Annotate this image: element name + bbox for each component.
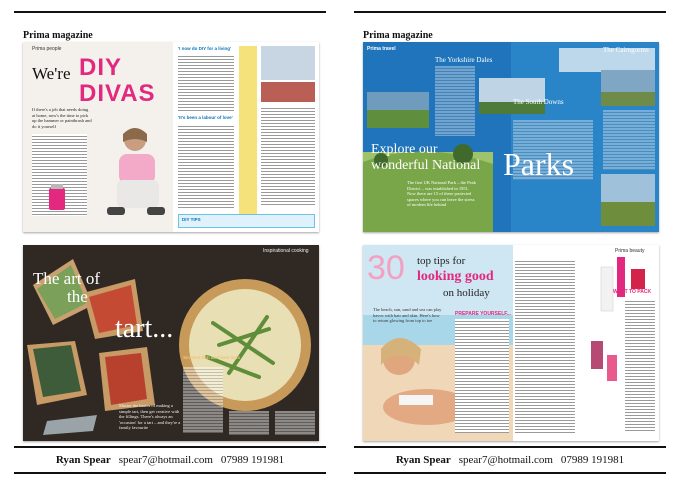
beauty-col-a — [455, 319, 509, 433]
tart-col-c — [275, 411, 315, 435]
tart-section: Inspirational cooking — [263, 248, 309, 254]
diy-col-b — [178, 124, 234, 210]
footer-rule — [354, 446, 666, 448]
beauty-headline-top: top tips for — [417, 255, 466, 267]
travel-col-a — [435, 66, 475, 136]
beauty-pack: WHAT TO PACK — [613, 289, 652, 295]
footer-rule-bottom — [354, 472, 666, 474]
beauty-headline-holiday: on holiday — [443, 287, 490, 299]
beauty-intro: The beach, sun, sand and sea can play havoc with hair and skin. Here's how to return glowing from top to toe — [373, 307, 442, 323]
top-rule — [14, 11, 326, 13]
beauty-col-c — [625, 299, 655, 433]
spread-national-parks — [363, 42, 659, 232]
travel-cairngorms: The Cairngorms — [603, 46, 649, 54]
beauty-headline-looking: looking good — [417, 269, 494, 284]
diy-section: Prima people — [32, 46, 62, 52]
diy-headline-were: We're — [32, 64, 71, 83]
travel-col-c — [603, 110, 655, 170]
tart-intro: Master the basics of making a simple tart, then get creative with the fillings. There's always an 'occasion' for a tart – and they're a family favourite — [119, 403, 181, 430]
spread-diy-divas — [23, 42, 319, 232]
diy-col-c — [261, 106, 315, 206]
tart-headline-tart: tart... — [115, 313, 174, 344]
beauty-prepare: PREPARE YOURSELF... — [455, 311, 511, 317]
footer-contact — [354, 454, 666, 466]
diy-box2-title: 'It's been a labour of love' — [178, 115, 233, 120]
spread-art-of-the-tart — [23, 245, 319, 441]
footer-rule-bottom — [14, 472, 326, 474]
diy-tips-title: DIY TIPS — [182, 217, 201, 222]
footer-email: spear7@hotmail.com — [118, 454, 213, 466]
spread-30-top-tips — [363, 245, 659, 441]
beauty-col-b — [515, 259, 575, 433]
footer-phone: 07989 191981 — [560, 454, 625, 466]
diy-room-photo — [261, 82, 315, 102]
tart-headline-the: the — [67, 287, 88, 306]
travel-yorkshire: The Yorkshire Dales — [435, 56, 493, 64]
magazine-label: Prima magazine — [23, 30, 93, 41]
footer-email: spear7@hotmail.com — [458, 454, 553, 466]
beauty-number: 30 — [367, 249, 405, 287]
tart-subtitle: Smoked fish and leek tarts — [183, 355, 241, 360]
travel-caption: The first UK National Park – the Peak District – was established in 1951. Now there are 15 of these protected spaces where you can leave the stress of modern life behind — [407, 180, 476, 207]
travel-section: Prima travel — [367, 46, 396, 52]
top-rule — [354, 11, 666, 13]
tart-headline-art: The art of — [33, 269, 101, 288]
magazine-label: Prima magazine — [363, 30, 433, 41]
travel-headline-wonderful: wonderful National — [371, 158, 481, 173]
travel-headline-parks: Parks — [503, 146, 575, 182]
footer-name: Ryan Spear — [395, 454, 451, 466]
footer-contact — [14, 454, 326, 466]
diy-box1-title: 'I now do DIY for a living' — [178, 46, 232, 51]
footer-phone: 07989 191981 — [220, 454, 285, 466]
diy-headline-diy: DIY — [79, 54, 123, 81]
footer-rule — [14, 446, 326, 448]
beauty-photo — [363, 245, 659, 441]
diy-house-photo — [261, 46, 315, 80]
beauty-section: Prima beauty — [615, 248, 645, 254]
diy-col-a — [178, 54, 234, 112]
portfolio-page-right — [340, 0, 680, 481]
diy-tape-measure — [239, 46, 257, 226]
travel-headline-explore: Explore our — [371, 142, 438, 157]
travel-downs: The South Downs — [513, 98, 564, 106]
tart-col-b — [229, 411, 269, 435]
diy-headline-divas: DIVAS — [79, 80, 156, 107]
diy-intro: If there's a job that needs doing at home, now's the time to pick up the hammer or paintbrush and do it yourself — [32, 107, 92, 129]
footer-name: Ryan Spear — [55, 454, 111, 466]
tart-col-a — [183, 367, 223, 433]
